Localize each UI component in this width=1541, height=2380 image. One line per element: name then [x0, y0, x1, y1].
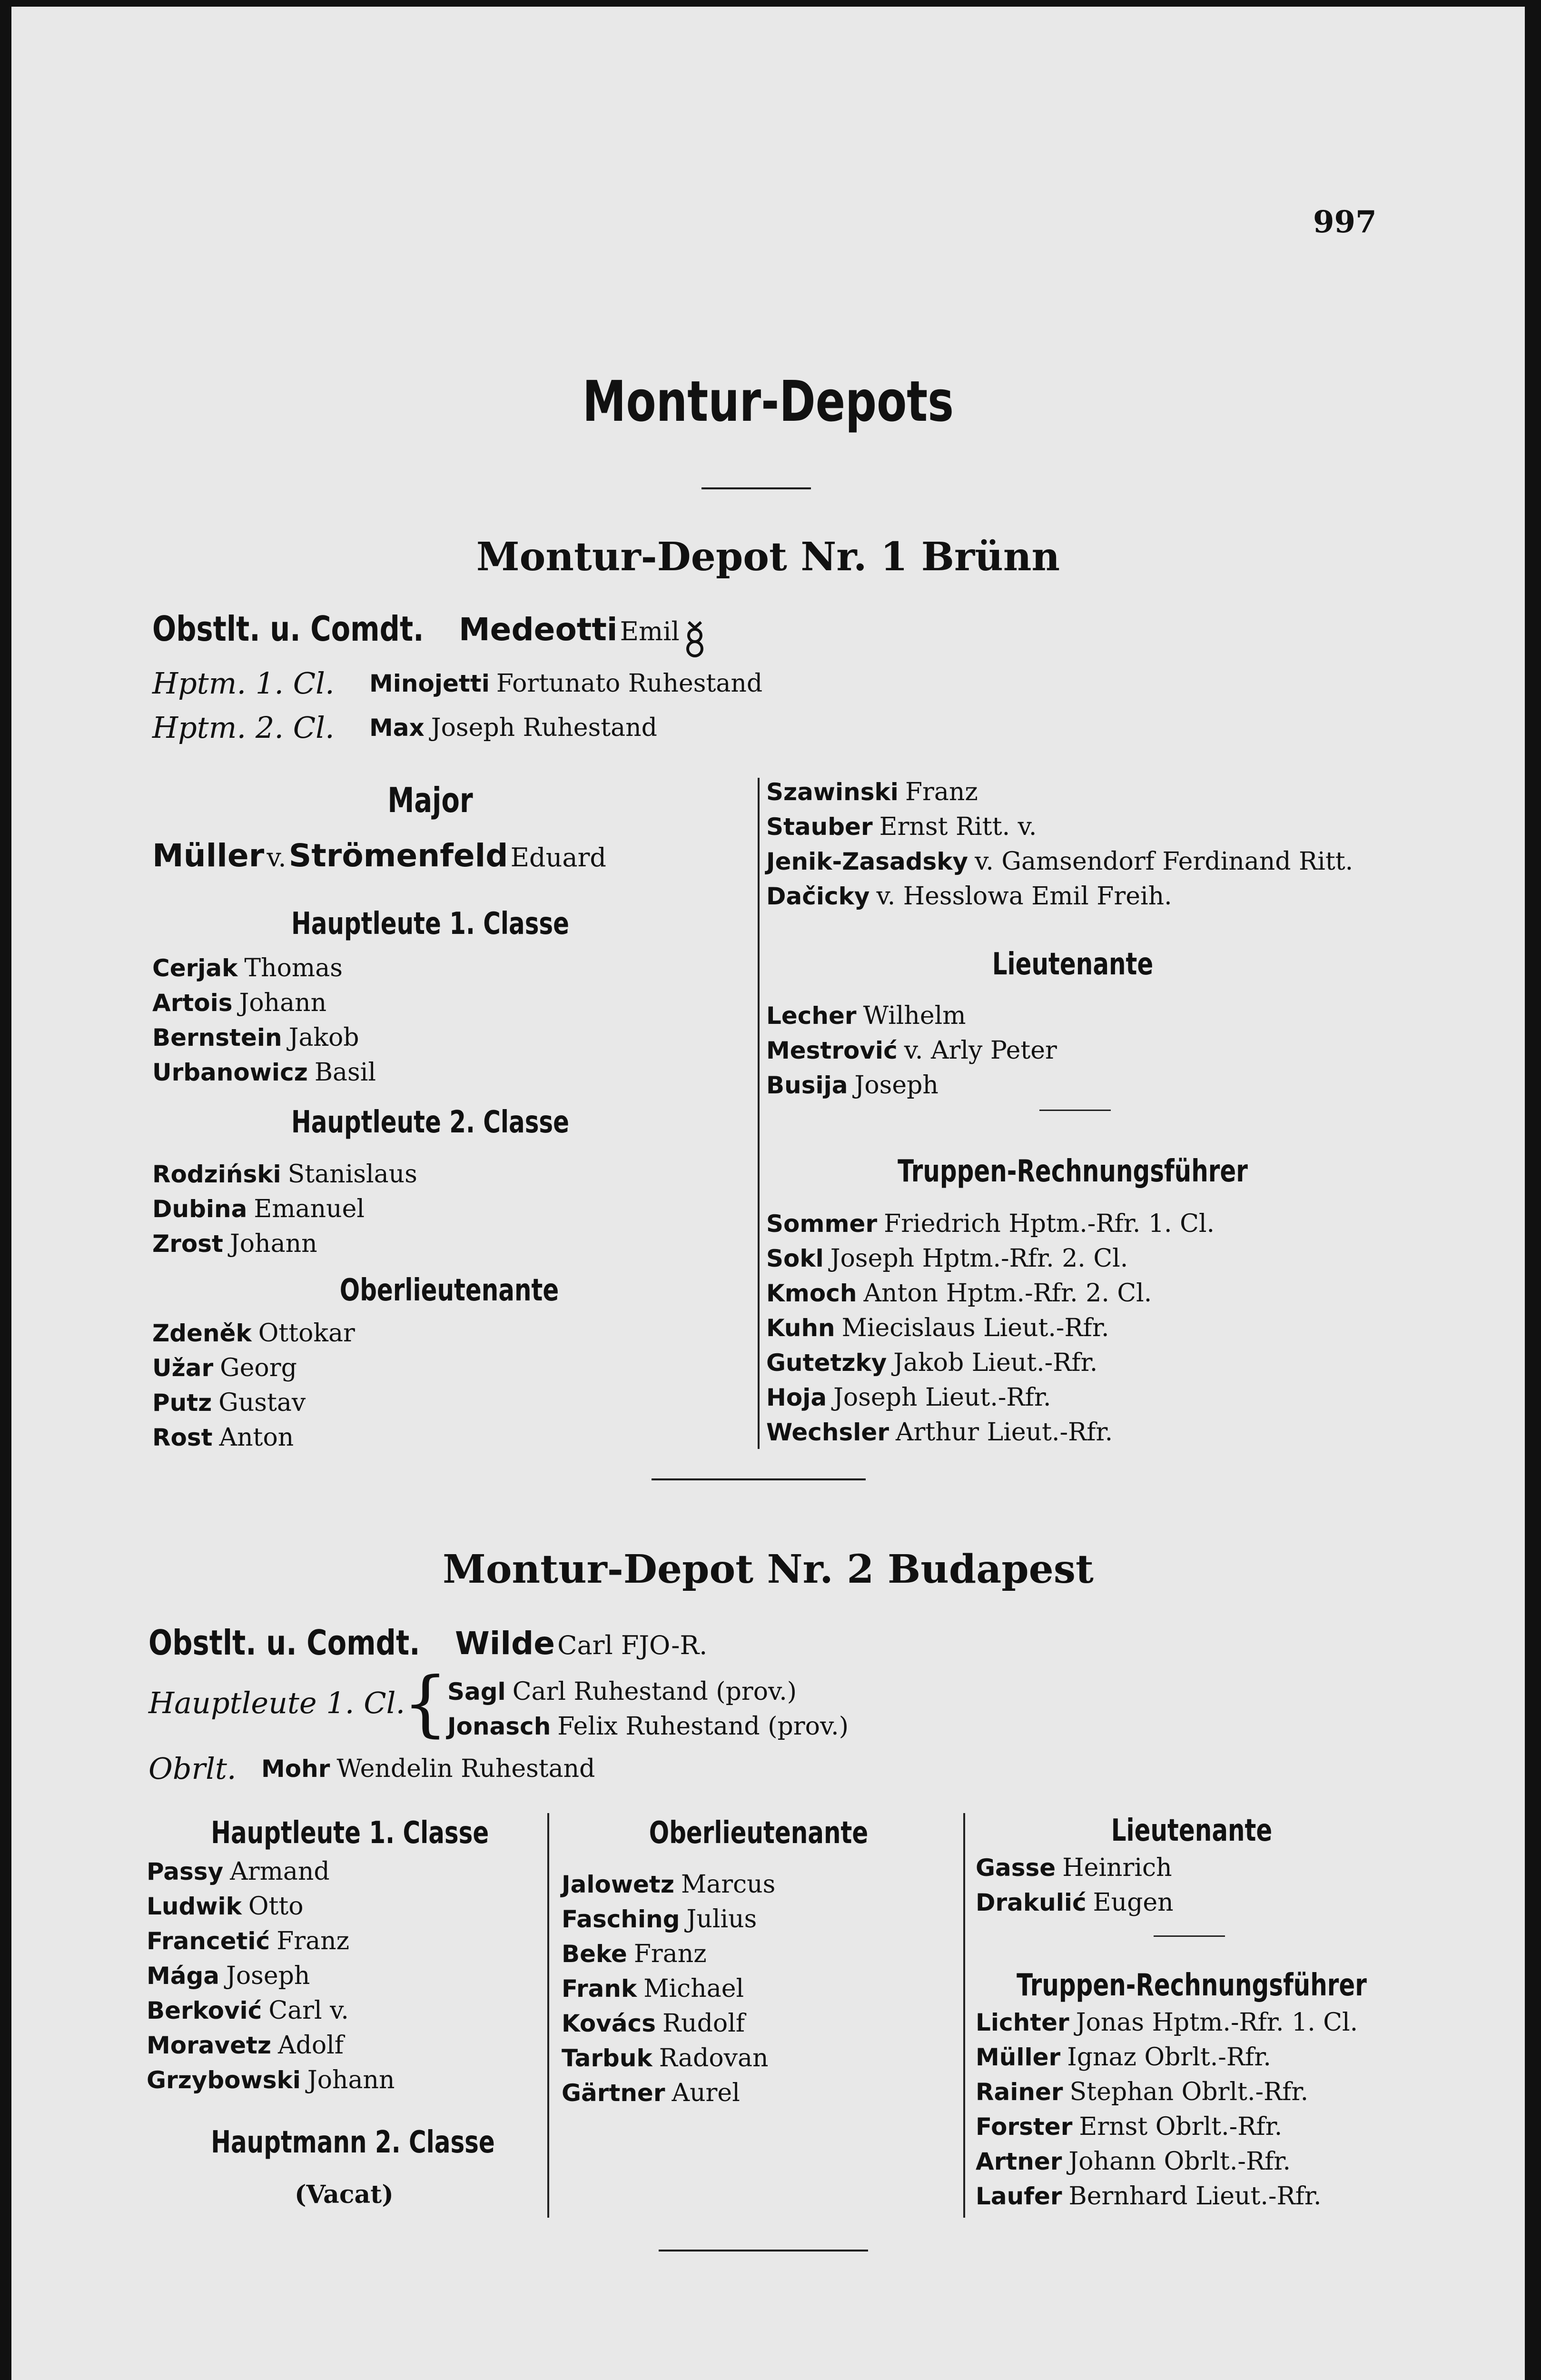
- given-name: Ignaz Obrlt.-Rfr.: [1067, 2043, 1271, 2072]
- surname: Mestrović: [766, 1037, 898, 1064]
- given-name: Rudolf: [662, 2009, 745, 2038]
- list-item: [976, 2147, 1291, 2176]
- list-item: [766, 813, 1037, 841]
- surname: Müller: [976, 2043, 1061, 2071]
- surname: Gutetzky: [766, 1349, 887, 1377]
- section-divider: [652, 1478, 866, 1480]
- surname: Rainer: [976, 2078, 1063, 2106]
- surname: Mohr: [261, 1755, 330, 1783]
- list-item: [152, 1160, 417, 1189]
- list-item: [447, 1712, 849, 1741]
- surname: Sommer: [766, 1210, 878, 1238]
- list-item: [152, 1195, 365, 1223]
- given-name: Marcus: [681, 1870, 776, 1899]
- list-item: [976, 2043, 1271, 2072]
- surname: Rost: [152, 1424, 213, 1451]
- list-item: [562, 2044, 769, 2073]
- given-name: Felix Ruhestand (prov.): [557, 1712, 849, 1741]
- depot1-comdt-surname: Medeotti: [459, 611, 618, 648]
- surname: Cerjak: [152, 954, 238, 982]
- list-item: [562, 1974, 744, 2003]
- given-name: Stanislaus: [287, 1160, 417, 1189]
- surname: Grzybowski: [147, 2066, 301, 2094]
- surname: Wechsler: [766, 1418, 889, 1446]
- surname: Passy: [147, 1858, 224, 1885]
- given-name: Joseph Lieut.-Rfr.: [833, 1383, 1051, 1412]
- depot1-hptm2-entry: [369, 714, 657, 742]
- given-name: Jonas Hptm.-Rfr. 1. Cl.: [1076, 2008, 1358, 2037]
- list-item: [562, 2079, 740, 2107]
- depot2-trf-head: Truppen-Rechnungsführer: [1017, 1968, 1367, 2003]
- surname: Bernstein: [152, 1024, 282, 1051]
- surname: Fasching: [562, 1905, 680, 1933]
- column-divider: [963, 1813, 965, 2218]
- depot2-oblt-label: Obrlt.: [148, 1751, 237, 1786]
- surname: Forster: [976, 2113, 1073, 2141]
- page-title: Montur-Depots: [582, 368, 954, 434]
- list-item: [766, 1349, 1097, 1377]
- list-item: [152, 1354, 297, 1382]
- surname: Berković: [147, 1997, 262, 2024]
- surname: Putz: [152, 1389, 212, 1417]
- depot1-lt-head: Lieutenante: [992, 947, 1154, 982]
- divider: [1154, 1935, 1225, 1937]
- given-name: Anton: [219, 1423, 294, 1452]
- list-item: [976, 2078, 1308, 2106]
- given-name: Johann Obrlt.-Rfr.: [1068, 2147, 1291, 2176]
- given-name: Adolf: [278, 2031, 344, 2060]
- surname: Minojetti: [369, 670, 490, 697]
- given-name: Carl v.: [268, 1996, 349, 2025]
- depot2-oblt-entry: [261, 1755, 595, 1783]
- given-name: Armand: [230, 1857, 330, 1886]
- surname: Stauber: [766, 813, 873, 841]
- surname-part: Strömenfeld: [288, 837, 508, 874]
- depot2-col1-head: Hauptleute 1. Classe: [211, 1815, 489, 1851]
- vacat: (Vacat): [295, 2180, 394, 2209]
- depot1-hl2-head: Hauptleute 2. Classe: [291, 1105, 570, 1140]
- surname: Sokl: [766, 1245, 824, 1272]
- surname: Francetić: [147, 1927, 270, 1955]
- given-name: v. Hesslowa Emil Freih.: [876, 882, 1172, 911]
- depot1-obl-head: Oberlieutenante: [339, 1273, 559, 1308]
- surname: Wilde: [455, 1625, 555, 1662]
- particle: v.: [267, 843, 286, 873]
- list-item: [766, 882, 1172, 911]
- given-name: Wilhelm: [863, 1002, 966, 1030]
- depot1-comdt-name: [459, 611, 708, 658]
- list-item: [152, 989, 326, 1017]
- given-name: Thomas: [244, 954, 343, 982]
- depot1-heading: Montur-Depot Nr. 1 Brünn: [476, 534, 1060, 580]
- list-item: [976, 1854, 1172, 1882]
- entry-text: Joseph Ruhestand: [431, 714, 657, 742]
- entry-text: Wendelin Ruhestand: [336, 1755, 595, 1783]
- list-item: [147, 1857, 330, 1886]
- given-name: Franz: [277, 1927, 350, 1955]
- surname: Zrost: [152, 1230, 223, 1258]
- surname: Ludwik: [147, 1893, 242, 1920]
- surname: Szawinski: [766, 778, 899, 806]
- list-item: [766, 1210, 1215, 1238]
- list-item: [447, 1677, 797, 1706]
- surname: Dubina: [152, 1195, 247, 1223]
- given-name: Aurel: [672, 2079, 740, 2107]
- list-item: [152, 1023, 359, 1052]
- surname: Mága: [147, 1962, 220, 1990]
- given-name: Ernst Obrlt.-Rfr.: [1079, 2112, 1283, 2141]
- depot2-hl1-label: Hauptleute 1. Cl.: [148, 1686, 405, 1720]
- given-name: Joseph: [226, 1962, 310, 1990]
- given-name: Michael: [643, 1974, 744, 2003]
- surname: Laufer: [976, 2182, 1062, 2210]
- surname: Gärtner: [562, 2079, 665, 2107]
- given-name: Ottokar: [258, 1319, 355, 1348]
- list-item: [147, 1962, 310, 1990]
- given-name: Anton Hptm.-Rfr. 2. Cl.: [863, 1279, 1152, 1308]
- given-name: Joseph Hptm.-Rfr. 2. Cl.: [830, 1244, 1128, 1273]
- surname: Hoja: [766, 1384, 827, 1411]
- depot2-col3-head: Lieutenante: [1111, 1813, 1273, 1848]
- surname: Lichter: [976, 2009, 1069, 2036]
- given-name: Julius: [686, 1905, 757, 1934]
- list-item: [766, 1036, 1057, 1065]
- given-name: Johann: [239, 989, 327, 1017]
- depot1-trf-head: Truppen-Rechnungsführer: [898, 1154, 1248, 1189]
- surname: Kuhn: [766, 1314, 835, 1342]
- section-divider: [659, 2250, 868, 2251]
- list-item: [976, 2008, 1358, 2037]
- given-name: Georg: [220, 1354, 297, 1382]
- order-decoration-icon: [682, 618, 708, 658]
- list-item: [766, 1383, 1051, 1412]
- depot2-col2-head: Oberlieutenante: [649, 1815, 869, 1851]
- list-item: [766, 1244, 1128, 1273]
- depot2-hm2-head: Hauptmann 2. Classe: [211, 2125, 495, 2160]
- given-name: Miecislaus Lieut.-Rfr.: [841, 1314, 1109, 1342]
- list-item: [766, 1279, 1152, 1308]
- surname: Artner: [976, 2148, 1062, 2175]
- list-item: [152, 1319, 355, 1348]
- list-item: [147, 2031, 344, 2060]
- surname: Artois: [152, 989, 233, 1017]
- list-item: [766, 1071, 938, 1100]
- list-item: [152, 1423, 294, 1452]
- surname: Sagl: [447, 1678, 506, 1706]
- list-item: [562, 1870, 775, 1899]
- column-divider: [758, 778, 760, 1449]
- list-item: [562, 1905, 757, 1934]
- given-name: Otto: [248, 1892, 304, 1921]
- surname: Busija: [766, 1071, 848, 1099]
- given-name: Eduard: [510, 843, 606, 873]
- surname: Max: [369, 714, 425, 742]
- given-name: Johann: [307, 2066, 395, 2094]
- surname: Urbanowicz: [152, 1059, 308, 1086]
- list-item: [976, 1888, 1174, 1917]
- surname: Müller: [152, 837, 265, 874]
- list-item: [147, 1996, 349, 2025]
- surname: Gasse: [976, 1854, 1056, 1882]
- list-item: [152, 1388, 306, 1417]
- given-name: Emanuel: [254, 1195, 365, 1223]
- given-name: Franz: [633, 1940, 707, 1968]
- given-name: Stephan Obrlt.-Rfr.: [1069, 2078, 1309, 2106]
- list-item: [766, 778, 978, 806]
- given-name: v. Gamsendorf Ferdinand Ritt.: [975, 847, 1353, 876]
- given-name: Arthur Lieut.-Rfr.: [895, 1418, 1113, 1447]
- column-divider: [547, 1813, 549, 2218]
- depot1-comdt-row: [152, 609, 484, 649]
- list-item: [766, 1002, 966, 1030]
- given-name: Heinrich: [1062, 1854, 1172, 1882]
- given-name: Joseph: [854, 1071, 938, 1100]
- list-item: [562, 2009, 745, 2038]
- surname: Dačicky: [766, 883, 870, 910]
- list-item: [766, 847, 1353, 876]
- given-name: Bernhard Lieut.-Rfr.: [1068, 2182, 1322, 2211]
- given-name: Johann: [229, 1230, 317, 1258]
- list-item: [562, 1940, 707, 1968]
- surname: Moravetz: [147, 2032, 272, 2059]
- list-item: [976, 2182, 1322, 2211]
- surname: Užar: [152, 1354, 214, 1382]
- given-name: v. Arly Peter: [904, 1036, 1057, 1065]
- depot1-hptm1-entry: [369, 669, 762, 698]
- list-item: [976, 2112, 1282, 2141]
- given-name: Ernst Ritt. v.: [879, 813, 1037, 841]
- surname: Beke: [562, 1940, 627, 1968]
- surname: Frank: [562, 1975, 637, 2003]
- divider: [1039, 1110, 1111, 1111]
- depot1-hptm2-label: Hptm. 2. Cl.: [152, 710, 335, 745]
- brace: {: [403, 1662, 448, 1745]
- depot2-comdt-label: Obstlt. u. Comdt.: [148, 1623, 420, 1663]
- entry-text: Fortunato Ruhestand: [496, 669, 763, 698]
- title-divider: [701, 487, 811, 489]
- depot1-comdt-given: Emil: [620, 616, 680, 646]
- surname: Tarbuk: [562, 2044, 652, 2072]
- surname: Kmoch: [766, 1279, 857, 1307]
- given-name: Radovan: [659, 2044, 769, 2073]
- surname: Kovács: [562, 2010, 656, 2037]
- surname: Jenik-Zasadsky: [766, 848, 968, 875]
- given-name: Franz: [905, 778, 978, 806]
- surname: Jalowetz: [562, 1871, 674, 1898]
- given-name: Jakob: [288, 1023, 359, 1052]
- given-name: Gustav: [218, 1388, 306, 1417]
- page: [11, 7, 1525, 2380]
- list-item: [152, 954, 343, 982]
- depot1-hl1-head: Hauptleute 1. Classe: [291, 906, 570, 942]
- given-name: Jakob Lieut.-Rfr.: [893, 1349, 1098, 1377]
- depot1-major-entry: [152, 837, 606, 874]
- given-name: Friedrich Hptm.-Rfr. 1. Cl.: [884, 1210, 1215, 1238]
- depot1-major-head: Major: [387, 780, 473, 820]
- list-item: [152, 1230, 317, 1258]
- surname: Rodziński: [152, 1160, 281, 1188]
- depot1-hptm1-label: Hptm. 1. Cl.: [152, 666, 335, 701]
- depot2-comdt-name: [455, 1625, 707, 1662]
- surname: Lecher: [766, 1002, 857, 1030]
- entry-text: Carl FJO-R.: [557, 1630, 708, 1660]
- surname: Jonasch: [447, 1713, 551, 1740]
- depot2-heading: Montur-Depot Nr. 2 Budapest: [443, 1547, 1094, 1592]
- list-item: [147, 2066, 395, 2094]
- page-number: 997: [1313, 204, 1377, 240]
- surname: Zdeněk: [152, 1319, 252, 1347]
- surname: Drakulić: [976, 1889, 1087, 1916]
- list-item: [766, 1314, 1109, 1342]
- given-name: Carl Ruhestand (prov.): [512, 1677, 797, 1706]
- given-name: Eugen: [1093, 1888, 1174, 1917]
- given-name: Basil: [314, 1058, 376, 1087]
- list-item: [152, 1058, 376, 1087]
- list-item: [766, 1418, 1113, 1447]
- list-item: [147, 1892, 304, 1921]
- list-item: [147, 1927, 349, 1955]
- depot1-comdt-label: Obstlt. u. Comdt.: [152, 609, 424, 649]
